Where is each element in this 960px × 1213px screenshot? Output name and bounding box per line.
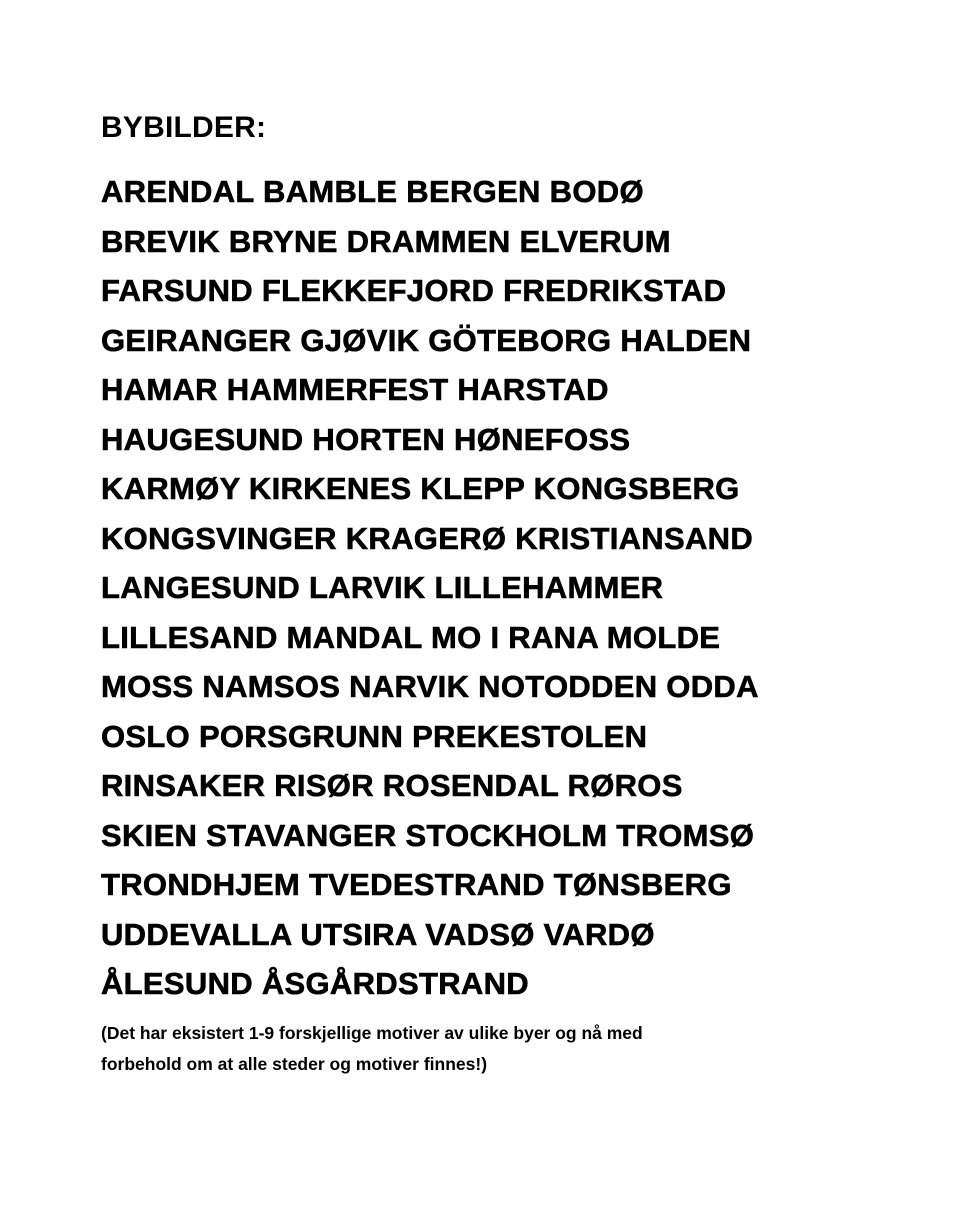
city-line: KONGSVINGER KRAGERØ KRISTIANSAND <box>101 520 754 556</box>
city-line: ÅLESUND ÅSGÅRDSTRAND <box>101 966 529 1001</box>
city-line: ARENDAL BAMBLE BERGEN BODØ <box>101 174 644 209</box>
city-line: SKIEN STAVANGER STOCKHOLM TROMSØ <box>101 817 755 853</box>
city-line: LILLESAND MANDAL MO I RANA MOLDE <box>101 619 721 655</box>
city-line: OSLO PORSGRUNN PREKESTOLEN <box>101 718 648 754</box>
footnote <box>101 1018 643 1080</box>
city-line: RINSAKER RISØR ROSENDAL RØROS <box>101 768 683 803</box>
city-list <box>101 167 759 1009</box>
city-line: TRONDHJEM TVEDESTRAND TØNSBERG <box>101 867 732 902</box>
city-line: GEIRANGER GJØVIK GÖTEBORG HALDEN <box>101 322 752 358</box>
city-line: LANGESUND LARVIK LILLEHAMMER <box>101 570 664 605</box>
city-line: HAMAR HAMMERFEST HARSTAD <box>101 372 609 407</box>
city-line: HAUGESUND HORTEN HØNEFOSS <box>101 421 631 457</box>
footnote-line-2: forbehold om at alle steder og motiver finnes!) <box>101 1054 488 1074</box>
city-line: KARMØY KIRKENES KLEPP KONGSBERG <box>101 471 740 506</box>
page-heading: BYBILDER: <box>101 111 267 144</box>
city-line: FARSUND FLEKKEFJORD FREDRIKSTAD <box>101 273 727 308</box>
footnote-line-1: (Det har eksistert 1-9 forskjellige motiver av ulike byer og nå med <box>101 1023 643 1043</box>
city-line: BREVIK BRYNE DRAMMEN ELVERUM <box>101 223 671 259</box>
city-line: UDDEVALLA UTSIRA VADSØ VARDØ <box>101 916 655 952</box>
city-line: MOSS NAMSOS NARVIK NOTODDEN ODDA <box>101 669 759 704</box>
